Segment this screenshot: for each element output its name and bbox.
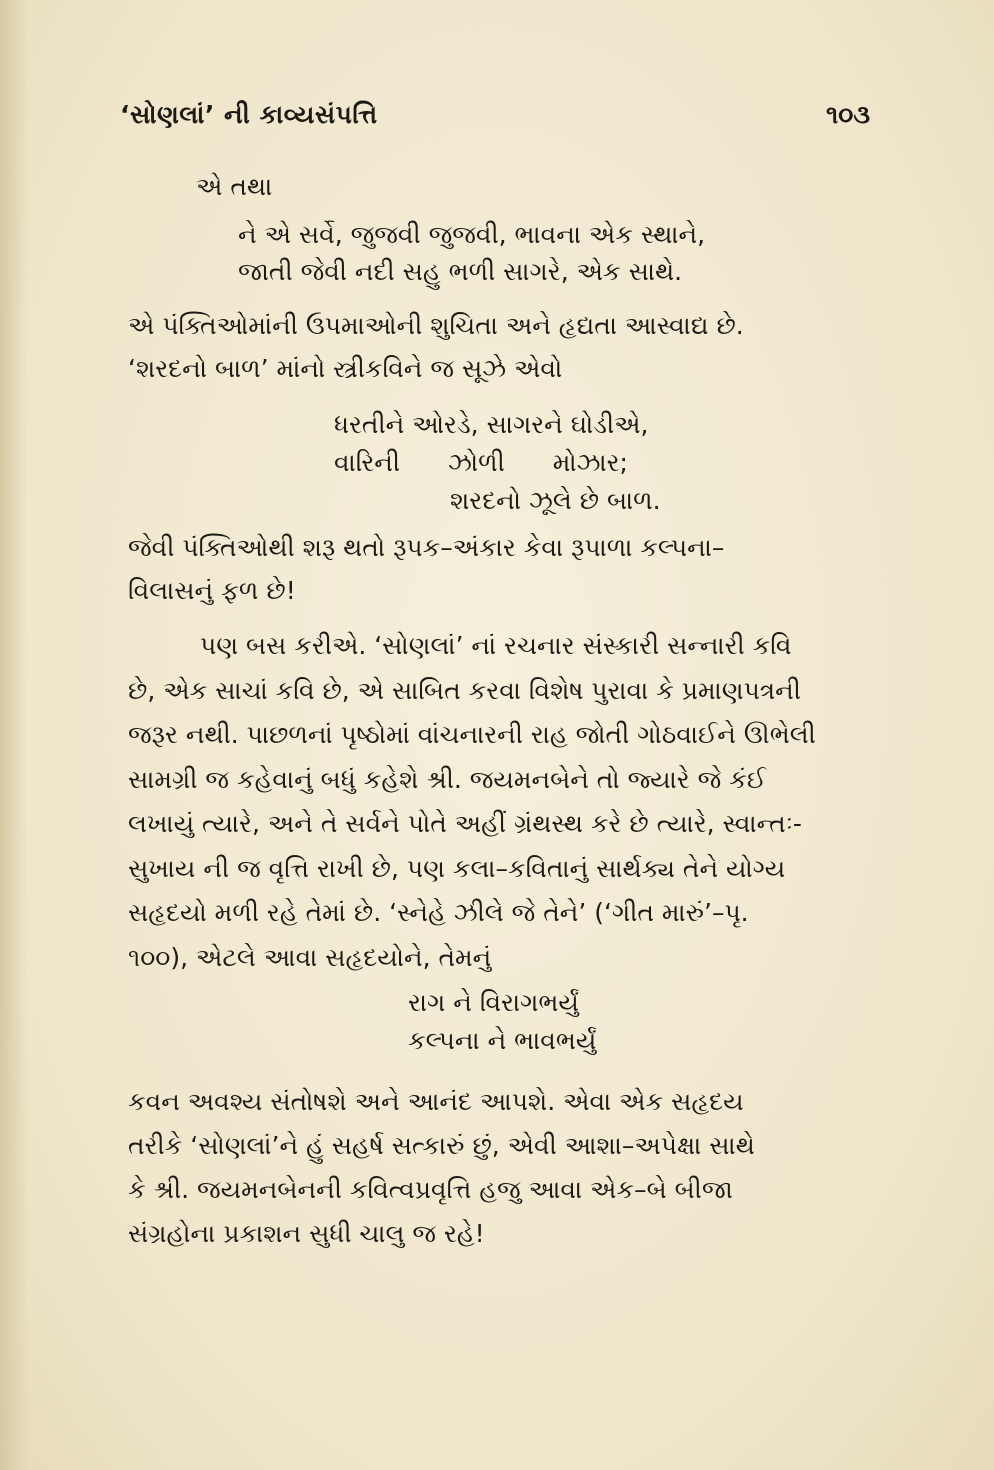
running-header	[120, 100, 870, 140]
paragraph-line: સહૃદયો મળી રહે તેમાં છે. ‘સ્નેહે ઝીલે જે તેને’ (‘ગીત મારું’–પૃ.	[128, 898, 749, 927]
page-edge-shadow	[0, 0, 28, 1470]
paragraph-line: છે, એક સાચાં કવિ છે, એ સાબિત કરવા વિશેષ પુરાવા કે પ્રમાણપત્રની	[128, 675, 801, 705]
verse2-line: શરદનો ઝૂલે છે બાળ.	[450, 486, 661, 515]
paragraph-line: એ પંક્તિઓમાંની ઉપમાઓની શુચિતા અને હૃદ્યતા આસ્વાદ્ય છે.	[128, 311, 744, 340]
verse2-line: વારિની ઝોળી મોઝાર;	[334, 448, 628, 477]
paragraph-line: જેવી પંક્તિઓથી શરૂ થતો રૂપક–અંકાર કેવા રૂપાળા કલ્પના–	[128, 533, 725, 562]
verse3-line: રાગ ને વિરાગભર્યું	[408, 988, 579, 1017]
paragraph-line: કવન અવશ્ય સંતોષશે અને આનંદ આપશે. એવા એક સહૃદય	[128, 1087, 744, 1116]
paragraph-2	[128, 526, 888, 612]
page-number: ૧૦૩	[826, 100, 870, 129]
paragraph-4	[128, 1080, 888, 1256]
paragraph-line: સુખાય ની જ વૃત્તિ રાખી છે, પણ કલા–કવિતાનું સાર્થક્ય તેને યોગ્ય	[128, 853, 786, 883]
paragraph-line: તરીકે ‘સોણલાં’ને હું સહર્ષ સત્કારું છું, એવી આશા–અપેક્ષા સાથે	[128, 1131, 755, 1160]
paragraph-line: સામગ્રી જ કહેવાનું બધું કહેશે શ્રી. જયમનબેને તો જ્યારે જે કંઈ	[128, 764, 767, 794]
paragraph-line: પણ બસ કરીએ. ‘સોણલાં’ નાં રચનાર સંસ્કારી સન્નારી કવિ	[200, 631, 792, 660]
paragraph-line: વિલાસનું ફળ છે!	[128, 576, 296, 605]
verse1-line: જાતી જેવી નદી સહુ ભળી સાગરે, એક સાથે.	[238, 257, 683, 286]
paragraph-1	[128, 304, 888, 390]
paragraph-line: ૧૦૦), એટલે આવા સહૃદયોને, તેમનું	[128, 942, 492, 972]
verse3-line: કલ્પના ને ભાવભર્યું	[408, 1026, 597, 1055]
paragraph-3	[128, 624, 888, 980]
paragraph-line: સંગ્રહોના પ્રકાશન સુધી ચાલુ જ રહે!	[128, 1219, 485, 1248]
running-title: ‘સોણલાં’ ની કાવ્યસંપત્તિ	[120, 100, 378, 129]
paragraph-line: લખાયું ત્યારે, અને તે સર્વને પોતે અહીં ગ્રંથસ્થ કરે છે ત્યારે, સ્વાન્તઃ-	[128, 809, 802, 838]
verse2-line: ધરતીને ઓરડે, સાગરને ઘોડીએ,	[334, 410, 649, 439]
paragraph-line: ‘શરદનો બાળ’ માંનો સ્ત્રીકવિને જ સૂઝે એવો	[128, 354, 563, 383]
paragraph-line: જરૂર નથી. પાછળનાં પૃષ્ઠોમાં વાંચનારની રાહ જોતી ગોઠવાઈને ઊભેલી	[128, 720, 816, 749]
intro-text: એ તથા	[196, 172, 273, 201]
paragraph-line: કે શ્રી. જયમનબેનની કવિત્વપ્રવૃત્તિ હજુ આવા એક–બે બીજા	[128, 1175, 733, 1204]
verse1-line: ને એ સર્વે, જુજવી જુજવી, ભાવના એક સ્થાને,	[238, 220, 706, 249]
